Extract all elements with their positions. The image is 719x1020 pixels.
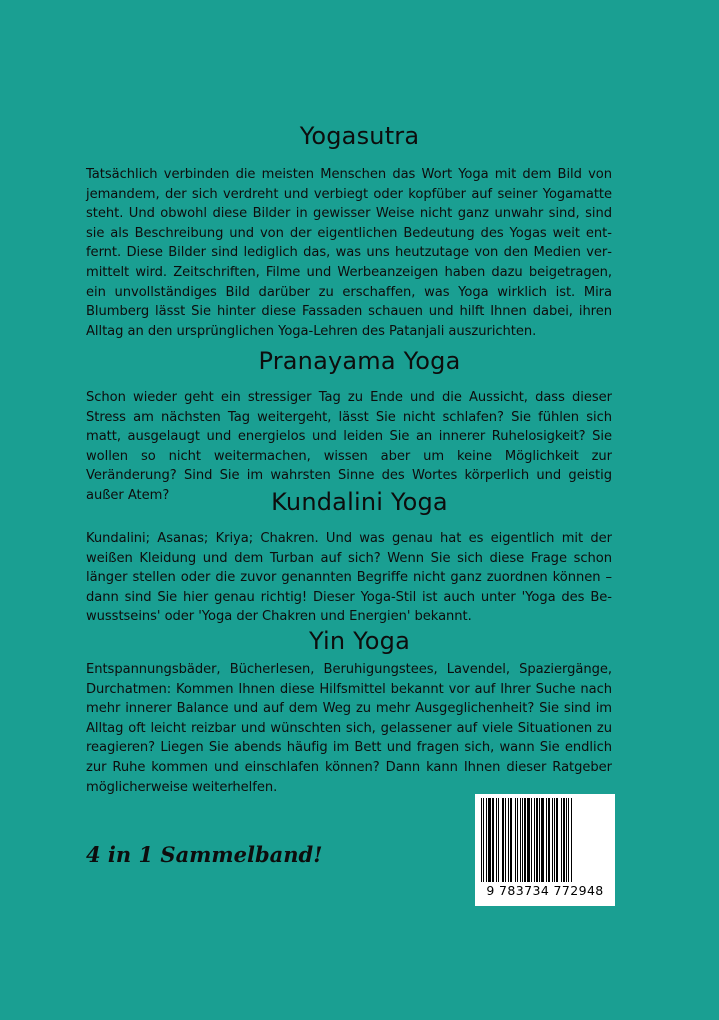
barcode-bar <box>520 798 521 882</box>
barcode-bar <box>515 798 516 882</box>
section-title-kundalini-yoga: Kundalini Yoga <box>271 488 448 516</box>
section-body-pranayama-yoga: Schon wieder geht ein stressiger Tag zu Ende und die Aussicht, dass dieser Stress am nächsten Tag weitergeht, lässt Sie nicht schlafen? Sie fühlen sich matt, ausgelaugt und energielos und leiden Sie an innerer Ruhelosigkeit? Sie wollen so nicht weitermachen, wissen aber um keine Möglichkeit zur Veränderung? Sind Sie im wahrsten Sinne des Wortes körperlich und geistig außer Atem? <box>86 390 612 503</box>
section-body-yogasutra: Tatsächlich verbinden die meisten Menschen das Wort Yoga mit dem Bild von jemandem, der sich verdreht und verbiegt oder kopfüber auf seiner Yogamatte steht. Und obwohl diese Bilder in gewisser Weise nicht ganz unwahr sind, sind sie als Beschreibung und von der eigentlichen Bedeutung des Yogas weit entfernt. Diese Bilder sind lediglich das, was uns heutzutage von den Medien vermittelt wird. Zeitschriften, Filme und Werbeanzeigen haben dazu beigetragen, ein unvollständiges Bild darüber zu erschaffen, was Yoga wirklich ist. Mira Blumberg lässt Sie hinter diese Fassaden schauen und hilft Ihnen dabei, ihren Alltag an den ursprünglichen Yoga-Lehren des Patanjali auszurichten. <box>86 167 612 339</box>
barcode-bar <box>534 798 535 882</box>
barcode-bar <box>554 798 555 882</box>
barcode-bar <box>505 798 506 882</box>
barcode-bar <box>498 798 499 882</box>
barcode-bar <box>527 798 530 882</box>
barcode-bar <box>539 798 540 882</box>
collection-note: 4 in 1 Sammelband! <box>86 842 323 867</box>
barcode-bar <box>552 798 553 882</box>
barcode-bar <box>486 798 487 882</box>
barcode-bar <box>541 798 544 882</box>
barcode-bar <box>556 798 558 882</box>
barcode-bar <box>531 798 532 882</box>
barcode-bar <box>568 798 569 882</box>
barcode-bar <box>496 798 497 882</box>
section-body-yin-yoga: Entspannungsbäder, Bücherlesen, Beruhigungstees, Lavendel, Spaziergänge, Durchatmen: Kommen Ihnen diese Hilfsmittel bekannt vor auf Ihrer Suche nach mehr innerer Balance und auf dem Weg zu mehr Ausgeglichenheit? Sie sind im Alltag oft leicht reizbar und wünschten sich, gelassener auf viele Situationen zu reagieren? Liegen Sie abends häufig im Bett und fragen sich, wann Sie endlich zur Ruhe kommen und einschlafen können? Dann kann Ihnen dieser Ratgeber möglicherweise weiterhelfen. <box>86 662 612 795</box>
barcode-bar <box>571 798 572 882</box>
section-title-yogasutra: Yogasutra <box>299 122 420 150</box>
barcode-bar <box>492 798 494 882</box>
barcode-bar <box>536 798 538 882</box>
barcode-bar <box>566 798 567 882</box>
barcode-bar <box>561 798 562 882</box>
barcode-bar <box>508 798 509 882</box>
barcode-bar <box>483 798 484 882</box>
barcode-bar <box>522 798 523 882</box>
barcode-bar <box>548 798 550 882</box>
isbn-number: 9 783734 772948 <box>486 883 604 898</box>
barcode-bars-graphic <box>475 794 615 884</box>
barcode-bar <box>546 798 547 882</box>
barcode-bar <box>510 798 512 882</box>
isbn-barcode <box>475 794 615 906</box>
barcode-bar <box>517 798 518 882</box>
barcode-bar <box>481 798 482 882</box>
section-title-yin-yoga: Yin Yoga <box>308 627 410 655</box>
barcode-bar <box>563 798 565 882</box>
barcode-bar <box>524 798 526 882</box>
barcode-bar <box>502 798 504 882</box>
section-title-pranayama-yoga: Pranayama Yoga <box>258 347 461 375</box>
barcode-bar <box>488 798 491 882</box>
section-body-kundalini-yoga: Kundalini; Asanas; Kriya; Chakren. Und was genau hat es eigentlich mit der weißen Kleidung und dem Turban auf sich? Wenn Sie sich diese Frage schon länger stellen oder die zuvor genannten Begriffe nicht ganz zuordnen können – dann sind Sie hier genau richtig! Dieser Yoga-Stil ist auch unter 'Yoga des Bewusstseins' oder 'Yoga der Chakren und Energien' bekannt. <box>86 531 612 625</box>
